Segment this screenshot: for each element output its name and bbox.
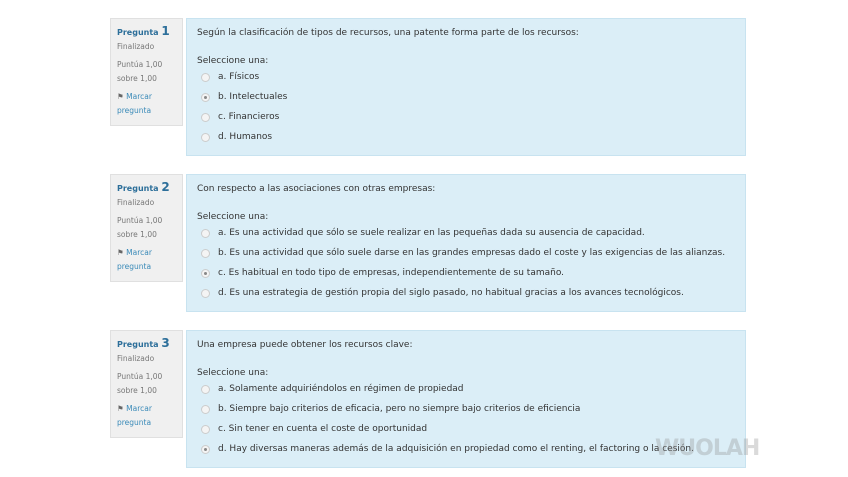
question-label: Pregunta [117,28,159,37]
question-number [117,24,176,40]
question-info [110,174,183,282]
question-number [117,336,176,352]
question-state: Finalizado [117,42,155,51]
flag-icon: ⚑ [117,248,124,257]
score-total: sobre 1,00 [117,230,157,239]
score-total: sobre 1,00 [117,386,157,395]
radio-button[interactable] [201,229,210,238]
answer-prompt: Seleccione una: [197,212,269,222]
question-text: Una empresa puede obtener los recursos clave: [197,340,413,350]
option-label: a. Físicos [218,72,260,82]
answer-option[interactable] [197,223,735,243]
flag-icon: ⚑ [117,404,124,413]
option-label: d. Humanos [218,132,273,142]
score-total: sobre 1,00 [117,74,157,83]
flag-question-link[interactable] [117,402,176,430]
flag-question-link[interactable] [117,90,176,118]
option-label: b. Es una actividad que sólo suele darse en las grandes empresas dado el coste y las exigencias de las alianzas. [218,248,726,258]
radio-button[interactable] [201,133,210,142]
flag-label-2: pregunta [117,106,152,115]
answer-prompt: Seleccione una: [197,368,269,378]
flag-label: Marcar [126,248,152,257]
question-state: Finalizado [117,198,155,207]
question-number-value: 2 [161,180,170,194]
answer-option[interactable] [197,379,735,399]
option-label: b. Intelectuales [218,92,288,102]
score-line: Puntúa 1,00 [117,216,163,225]
answer-option[interactable] [197,67,735,87]
question-state: Finalizado [117,354,155,363]
radio-button[interactable] [201,425,210,434]
radio-button[interactable] [201,113,210,122]
flag-label: Marcar [126,404,152,413]
flag-question-link[interactable] [117,246,176,274]
radio-button[interactable] [201,385,210,394]
flag-label-2: pregunta [117,262,152,271]
score-line: Puntúa 1,00 [117,60,163,69]
question-label: Pregunta [117,340,159,349]
option-label: a. Solamente adquiriéndolos en régimen de propiedad [218,384,464,394]
question-text: Según la clasificación de tipos de recursos, una patente forma parte de los recursos: [197,28,579,38]
answer-option[interactable] [197,399,735,419]
radio-button[interactable] [201,405,210,414]
question-number-value: 1 [161,24,170,38]
question-text: Con respecto a las asociaciones con otras empresas: [197,184,436,194]
score-line: Puntúa 1,00 [117,372,163,381]
radio-button[interactable] [201,93,210,102]
radio-button[interactable] [201,73,210,82]
option-label: a. Es una actividad que sólo se suele realizar en las pequeñas dada su ausencia de capacidad. [218,228,645,238]
question-content [186,174,746,312]
option-label: d. Hay diversas maneras además de la adquisición en propiedad como el renting, el factoring o la cesión. [218,444,694,454]
flag-icon: ⚑ [117,92,124,101]
answer-option[interactable] [197,243,735,263]
question-number [117,180,176,196]
radio-button[interactable] [201,289,210,298]
watermark: WUOLAH [655,436,760,461]
question-label: Pregunta [117,184,159,193]
question-number-value: 3 [161,336,170,350]
answer-option[interactable] [197,107,735,127]
radio-button[interactable] [201,445,210,454]
question-content [186,18,746,156]
question-info [110,18,183,126]
answer-prompt: Seleccione una: [197,56,269,66]
radio-button[interactable] [201,249,210,258]
flag-label-2: pregunta [117,418,152,427]
option-label: c. Es habitual en todo tipo de empresas, independientemente de su tamaño. [218,268,565,278]
option-label: d. Es una estrategia de gestión propia del siglo pasado, no habitual gracias a los avances tecnológicos. [218,288,684,298]
answer-option[interactable] [197,87,735,107]
option-label: b. Siempre bajo criterios de eficacia, pero no siempre bajo criterios de eficiencia [218,404,581,414]
option-label: c. Sin tener en cuenta el coste de oportunidad [218,424,428,434]
answer-option[interactable] [197,283,735,303]
question-info [110,330,183,438]
answer-option[interactable] [197,127,735,147]
option-label: c. Financieros [218,112,280,122]
flag-label: Marcar [126,92,152,101]
radio-button[interactable] [201,269,210,278]
answer-option[interactable] [197,263,735,283]
